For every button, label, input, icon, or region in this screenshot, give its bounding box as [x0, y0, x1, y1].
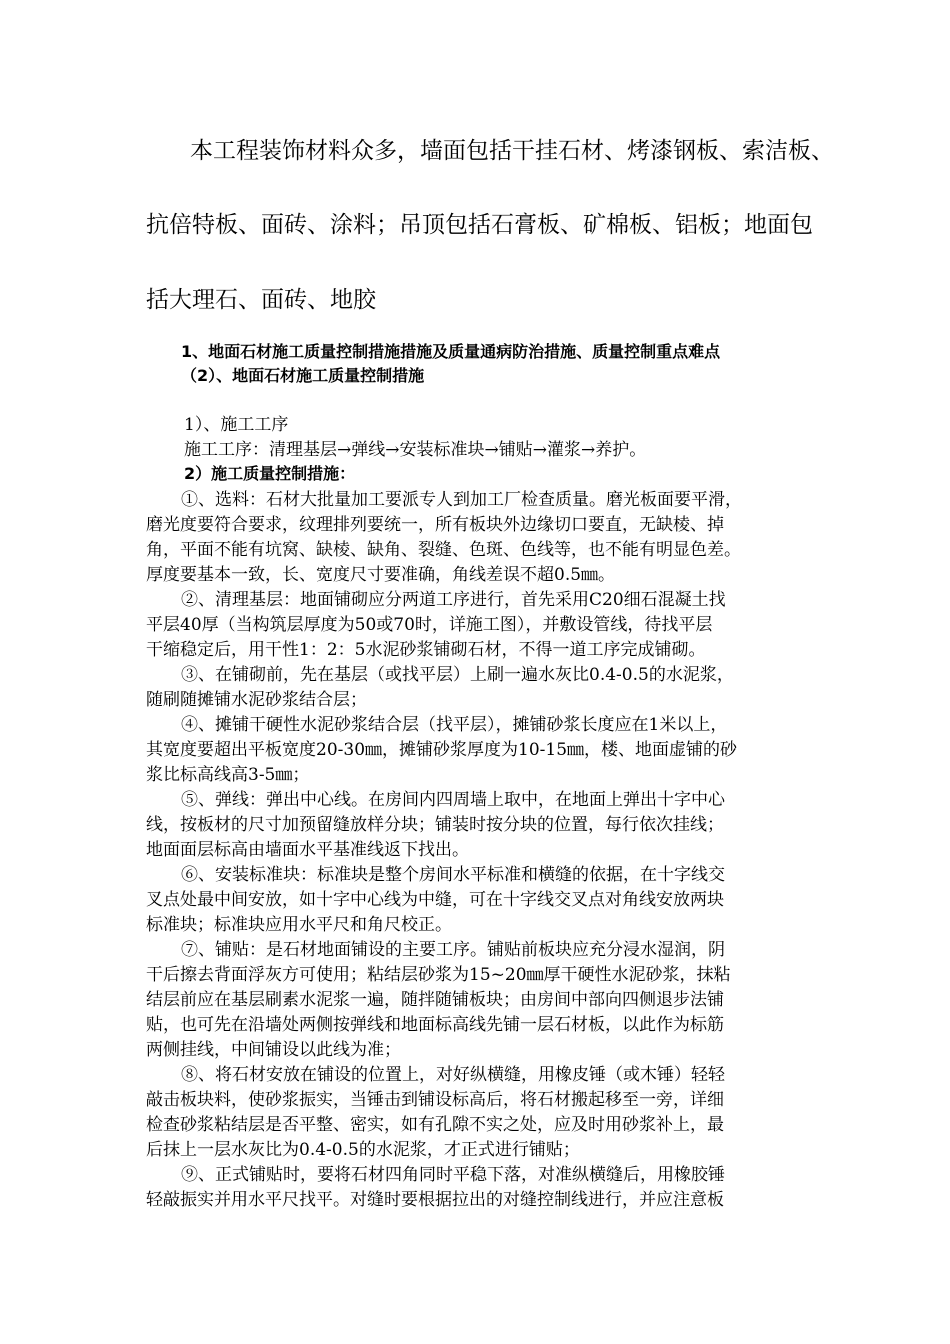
subheading-process: 1）、施工工序	[184, 415, 289, 435]
body-line: 线，按板材的尺寸加预留缝放样分块；铺装时按分块的位置，每行依次挂线；	[146, 815, 724, 835]
body-line: 地面面层标高由墙面水平基准线返下找出。	[146, 840, 469, 860]
subheading-quality-control: 2）施工质量控制措施：	[184, 464, 356, 483]
section-heading-1: 1、地面石材施工质量控制措施措施及质量通病防治措施、质量控制重点难点	[181, 342, 721, 361]
intro-line: 本工程装饰材料众多，墙面包括干挂石材、烤漆钢板、索洁板、	[190, 138, 834, 164]
body-line: 干缩稳定后，用干性1：2：5水泥砂浆铺砌石材，不得一道工序完成铺砌。	[146, 640, 706, 660]
body-line: 标准块；标准块应用水平尺和角尺校正。	[146, 915, 452, 935]
body-line: 敲击板块料，使砂浆振实，当锤击到铺设标高后，将石材搬起移至一旁，详细	[146, 1090, 724, 1110]
body-line: 随刷随摊铺水泥砂浆结合层；	[146, 690, 367, 710]
body-line: 浆比标高线高3-5㎜；	[146, 765, 310, 785]
body-line: ⑨、正式铺贴时，要将石材四角同时平稳下落，对准纵横缝后，用橡胶锤	[181, 1165, 725, 1185]
body-line: 厚度要基本一致，长、宽度尺寸要准确，角线差误不超0.5㎜。	[146, 565, 616, 585]
body-line: 贴，也可先在沿墙处两侧按弹线和地面标高线先铺一层石材板，以此作为标筋	[146, 1015, 724, 1035]
body-line: ②、清理基层：地面铺砌应分两道工序进行，首先采用C20细石混凝土找	[181, 590, 726, 610]
body-line: ①、选料：石材大批量加工要派专人到加工厂检查质量。磨光板面要平滑，	[181, 490, 742, 510]
body-line: 轻敲振实并用水平尺找平。对缝时要根据拉出的对缝控制线进行，并应注意板	[146, 1190, 724, 1210]
body-line: 磨光度要符合要求，纹理排列要统一，所有板块外边缘切口要直，无缺棱、掉	[146, 515, 724, 535]
body-line: ④、摊铺干硬性水泥砂浆结合层（找平层），摊铺砂浆长度应在1米以上，	[181, 715, 728, 735]
process-steps: 施工工序：清理基层→弹线→安装标准块→铺贴→灌浆→养护。	[184, 440, 647, 460]
body-line: 其宽度要超出平板宽度20-30㎜，摊铺砂浆厚度为10-15㎜，楼、地面虚铺的砂	[146, 740, 738, 760]
body-line: 两侧挂线，中间铺设以此线为准；	[146, 1040, 401, 1060]
intro-line: 抗倍特板、面砖、涂料；吊顶包括石膏板、矿棉板、铝板；地面包	[146, 212, 813, 238]
body-line: 平层40厚（当构筑层厚度为50或70时，详施工图），并敷设管线，待找平层	[146, 615, 713, 635]
body-line: 干后擦去背面浮灰方可使用；粘结层砂浆为15~20㎜厚干硬性水泥砂浆，抹粘	[146, 965, 731, 985]
body-line: 结层前应在基层刷素水泥浆一遍，随拌随铺板块；由房间中部向四侧退步法铺	[146, 990, 724, 1010]
body-line: ⑤、弹线：弹出中心线。在房间内四周墙上取中，在地面上弹出十字中心	[181, 790, 725, 810]
body-line: ⑥、安装标准块：标准块是整个房间水平标准和横缝的依据，在十字线交	[181, 865, 725, 885]
body-line: ⑦、铺贴：是石材地面铺设的主要工序。铺贴前板块应充分浸水湿润，阴	[181, 940, 725, 960]
body-line: 叉点处最中间安放，如十字中心线为中缝，可在十字线交叉点对角线安放两块	[146, 890, 724, 910]
body-line: ⑧、将石材安放在铺设的位置上，对好纵横缝，用橡皮锤（或木锤）轻轻	[181, 1065, 725, 1085]
section-heading-2: （2）、地面石材施工质量控制措施	[181, 366, 425, 385]
body-line: 检查砂浆粘结层是否平整、密实，如有孔隙不实之处，应及时用砂浆补上，最	[146, 1115, 724, 1135]
body-line: 角，平面不能有坑窝、缺棱、缺角、裂缝、色斑、色线等，也不能有明显色差。	[146, 540, 741, 560]
body-line: ③、在铺砌前，先在基层（或找平层）上刷一遍水灰比0.4-0.5的水泥浆，	[181, 665, 734, 685]
body-line: 后抹上一层水灰比为0.4-0.5的水泥浆，才正式进行铺贴；	[146, 1140, 580, 1160]
intro-line: 括大理石、面砖、地胶	[146, 287, 376, 313]
section-heading-block	[146, 340, 806, 388]
